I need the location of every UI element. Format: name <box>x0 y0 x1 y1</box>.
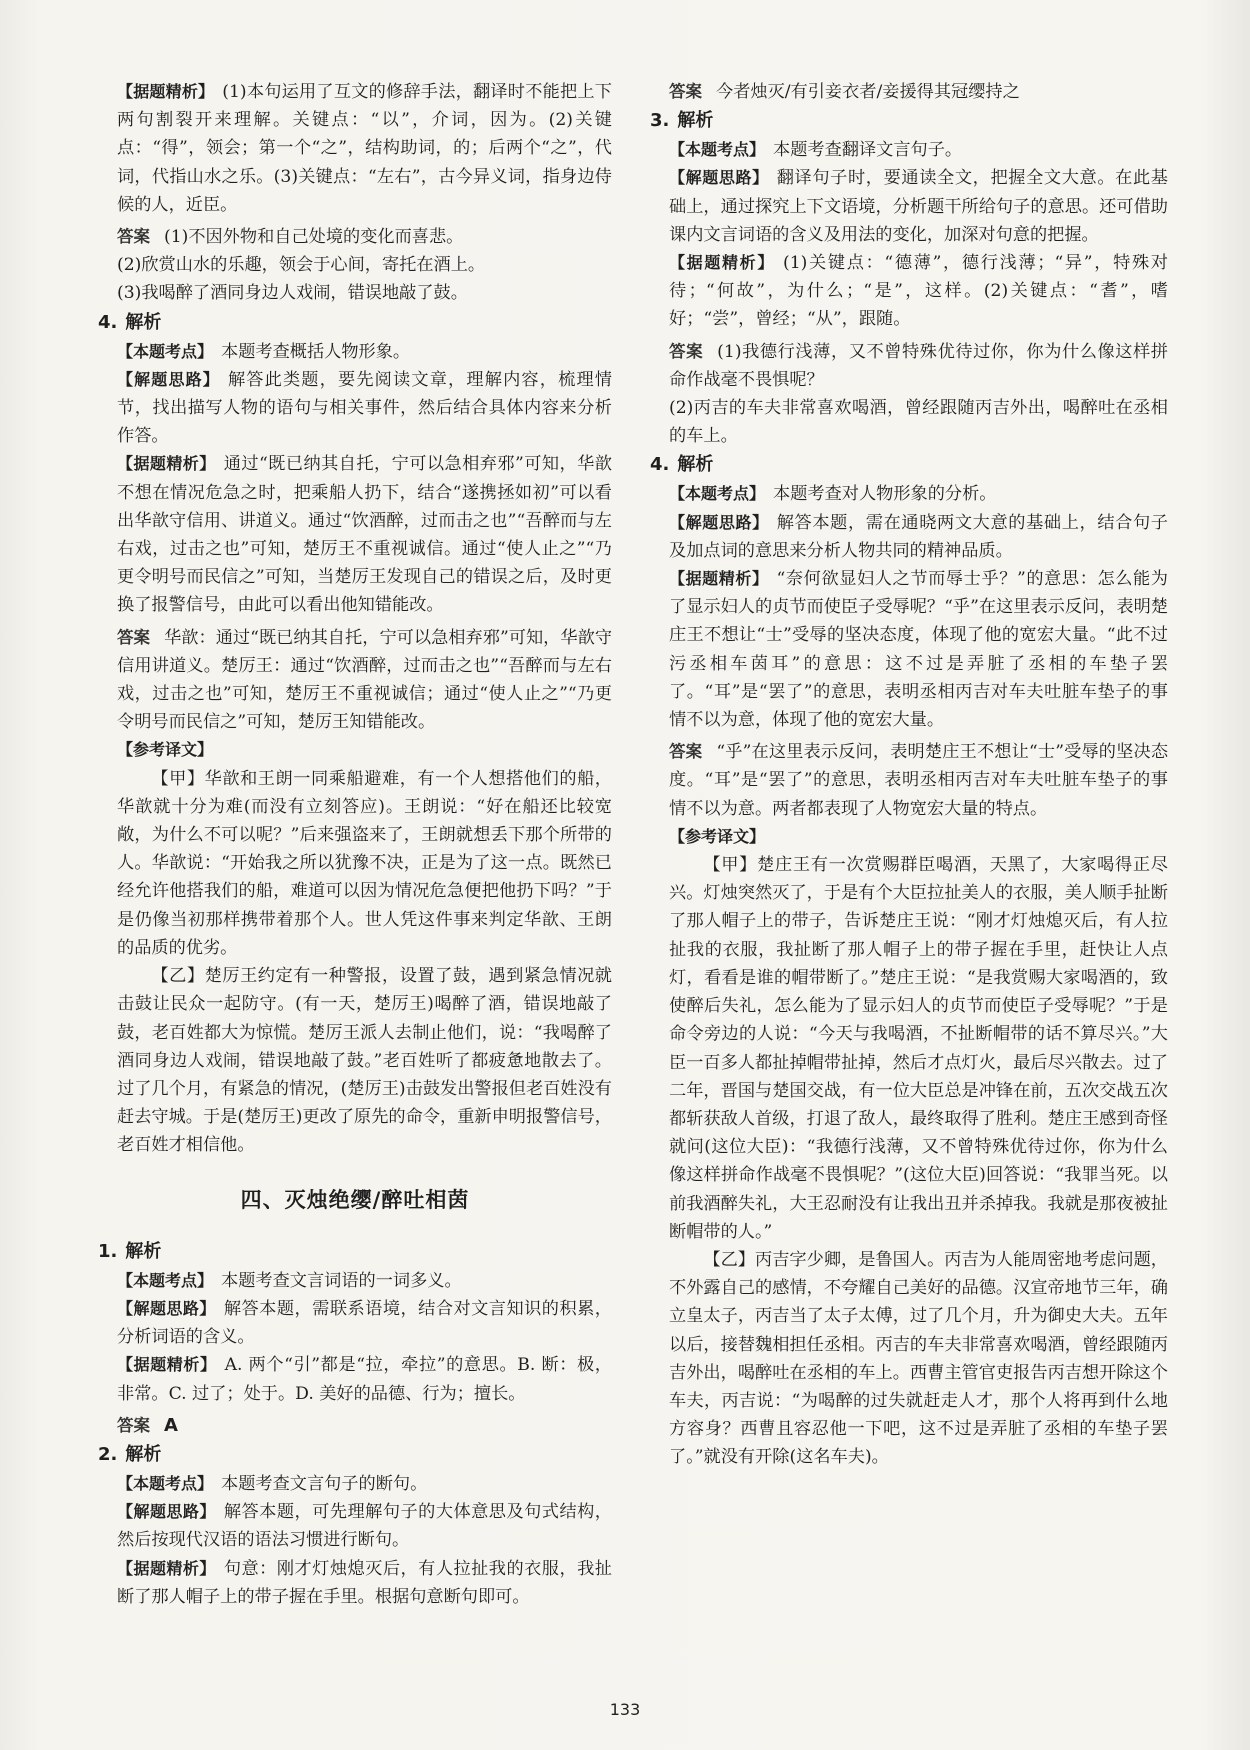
approach-tag: 【解题思路】 <box>117 1298 216 1318</box>
answer-label: 答案 <box>117 627 151 647</box>
question-heading: 4. 解析 <box>650 454 714 476</box>
answer-text: “乎”在这里表示反问，表明楚庄王不想让“士”受辱的坚决态度。“耳”是“罢了”的意思，表明丞相丙吉对车夫吐脏车垫子的事情不以为意。两者都表现了人物宽宏大量的特点。 <box>669 742 1169 819</box>
analysis-text: (1)本句运用了互文的修辞手法，翻译时不能把上下两句割裂开来理解。关键点：“以”，介词，因为。(2)关键点：“得”，领会；第一个“之”，结构助词，的；后两个“之”，代词，代指山水之乐。(3)关键点：“左右”，古今异义词，指身边侍候的人，近臣。 <box>117 82 612 215</box>
analysis-tag: 【据题精析】 <box>117 1558 216 1578</box>
translation-tag: 【参考译文】 <box>669 826 766 846</box>
translation-tag: 【参考译文】 <box>117 740 214 760</box>
answer-label: 答案 <box>669 82 702 101</box>
topic-tag: 【本题考点】 <box>669 140 766 160</box>
left-column <box>98 78 612 1611</box>
analysis-tag: 【据题精析】 <box>117 1355 217 1375</box>
translation-paragraph: 【乙】丙吉字少卿，是鲁国人。丙吉为人能周密地考虑问题，不外露自己的感情，不夸耀自己美好的品德。汉宣帝地节三年，确立皇太子，丙吉当了太子太傅，过了几个月，升为御史大夫。五年以后，接替魏相担任丞相。丙吉的车夫非常喜欢喝酒，曾经跟随丙吉外出，喝醉吐在丞相的车上。西曹主管官吏报告丙吉想开除这个车夫，丙吉说：“为喝醉的过失就赶走人才，那个人将再到什么地方容身？西曹且容忍他一下吧，这不过是弄脏了丞相的车垫子罢了。”就没有开除(这名车夫)。 <box>669 1249 1168 1468</box>
answer-line: (1)我德行浅薄，又不曾特殊优待过你，你为什么像这样拼命作战毫不畏惧呢？ <box>669 341 1168 390</box>
q3-continuation <box>98 78 612 308</box>
answer-line: (3)我喝醉了酒同身边人戏闹，错误地敲了鼓。 <box>117 283 468 304</box>
answer-choice: A <box>164 1414 178 1436</box>
question-3-block: 【本题考点】 本题考查翻译文言句子。 【解题思路】 翻译句子时，要通读全文，把握全文大意。在此基础上，通过探究上下文语境，分析题干所给句子的意思。还可借助课内文言词语的含义及用法的变化，加深对句意的把握。 【据题精析】 (1)关键点：“德薄”，德行浅薄；“异”，特殊对待；“何故”，为什么；“是”，这样。(2)关键点：“耆”，嗜好；“尝”，曾经；“从”，跟随。 答案 (1)我德行浅薄，又不曾特殊优待过你，你为什么像这样拼命作战毫不畏惧呢？ (2)丙吉的车夫非常喜欢喝酒，曾经跟随丙吉外出，喝醉吐在丞相的车上。 <box>650 136 1168 450</box>
question-1-block: 【本题考点】 本题考查文言词语的一词多义。 【解题思路】 解答本题，需联系语境，结合对文言知识的积累，分析词语的含义。 【据题精析】 A. 两个“引”都是“拉，牵拉”的意思。B. 断：极，非常。C. 过了；处于。D. 美好的品德、行为；擅长。 答案 A <box>117 1270 612 1436</box>
right-column <box>650 78 1168 1472</box>
section-title: 四、灭烛绝缨/醉吐相茵 <box>240 1187 470 1212</box>
answer-label: 答案 <box>117 227 150 247</box>
answer-text: 华歆：通过“既已纳其自托，宁可以急相弃邪”可知，华歆守信用讲道义。楚厉王：通过“饮酒醉，过而击之也”“吾醉而与左右戏，过击之也”可知，楚厉王不重视诚信；通过“使人止之”“乃更令明号而民信之”可知，楚厉王知错能改。 <box>117 627 613 733</box>
question-4-block: 【本题考点】 本题考查概括人物形象。 【解题思路】 解答此类题，要先阅读文章，理解内容，梳理情节，找出描写人物的语句与相关事件，然后结合具体内容来分析作答。 【据题精析】 通过“既已纳其自托，宁可以急相弃邪”可知，华歆不想在情况危急之时，把乘船人扔下，结合“遂携拯如初”可以看出华歆守信用、讲道义。通过“饮酒醉，过而击之也”“吾醉而与左右戏，过击之也”可知，楚厉王不重视诚信。通过“使人止之”“乃更令明号而民信之”可知，当楚厉王发现自己的错误之后，及时更换了报警信号，由此可以看出他知错能改。 答案 华歆：通过“既已纳其自托，宁可以急相弃邪”可知，华歆守信用讲道义。楚厉王：通过“饮酒醉，过而击之也”“吾醉而与左右戏，过击之也”可知，楚厉王不重视诚信；通过“使人止之”“乃更令明号而民信之”可知，楚厉王知错能改。 【参考译文】 【甲】华歆和王朗一同乘船避难，有一个人想搭他们的船，华歆就十分为难(而没有立刻答应)。王朗说：“好在船还比较宽敞，为什么不可以呢？”后来强盗来了，王朗就想丢下那个所带的人。华歆说：“开始我之所以犹豫不决，正是为了这一点。既然已经允许他搭我们的船，难道可以因为情况危急便把他扔下吗？”于是仍像当初那样携带着那个人。世人凭这件事来判定华歆、王朗的品质的优劣。 【乙】楚厉王约定有一种警报，设置了鼓，遇到紧急情况就击鼓让民众一起防守。(有一天，楚厉王)喝醉了酒，错误地敲了鼓，老百姓都大为惊慌。楚厉王派人去制止他们，说：“我喝醉了酒同身边人戏闹，错误地敲了鼓。”老百姓听了都疲惫地散去了。过了几个月，有紧急的情况，(楚厉王)击鼓发出警报但老百姓没有赶去守城。于是(楚厉王)更改了原先的命令，重新申明报警信号，老百姓才相信他。 <box>98 338 612 1160</box>
answer-line: (1)不因外物和自己处境的变化而喜悲。 <box>164 227 464 248</box>
page-number: 133 <box>609 1700 641 1719</box>
topic-tag: 【本题考点】 <box>669 484 766 504</box>
approach-tag: 【解题思路】 <box>117 1502 216 1522</box>
question-heading: 4. 解析 <box>98 311 162 333</box>
analysis-tag: 【据题精析】 <box>669 253 775 273</box>
translation-paragraph: 【乙】楚厉王约定有一种警报，设置了鼓，遇到紧急情况就击鼓让民众一起防守。(有一天，楚厉王)喝醉了酒，错误地敲了鼓，老百姓都大为惊慌。楚厉王派人去制止他们，说：“我喝醉了酒同身边人戏闹，错误地敲了鼓。”老百姓听了都疲惫地散去了。过了几个月，有紧急的情况，(楚厉王)击鼓发出警报但老百姓没有赶去守城。于是(楚厉王)更改了原先的命令，重新申明报警信号，老百姓才相信他。 <box>117 966 612 1156</box>
question-2-answer <box>650 78 1168 106</box>
answer-label: 答案 <box>117 1415 150 1435</box>
answer-label: 答案 <box>669 742 703 762</box>
topic-tag: 【本题考点】 <box>117 1473 214 1493</box>
translation-paragraph: 【甲】华歆和王朗一同乘船避难，有一个人想搭他们的船，华歆就十分为难(而没有立刻答应)。王朗说：“好在船还比较宽敞，为什么不可以呢？”后来强盗来了，王朗就想丢下那个所带的人。华歆说：“开始我之所以犹豫不决，正是为了这一点。既然已经允许他搭我们的船，难道可以因为情况危急便把他扔下吗？”于是仍像当初那样携带着那个人。世人凭这件事来判定华歆、王朗的品质的优劣。 <box>117 768 612 958</box>
approach-tag: 【解题思路】 <box>117 369 220 389</box>
analysis-tag: 【据题精析】 <box>117 454 216 474</box>
answer-line: (2)丙吉的车夫非常喜欢喝酒，曾经跟随丙吉外出，喝醉吐在丞相的车上。 <box>669 398 1168 447</box>
topic-tag: 【本题考点】 <box>117 341 214 361</box>
question-heading: 3. 解析 <box>650 110 714 132</box>
answer-label: 答案 <box>669 341 704 361</box>
approach-tag: 【解题思路】 <box>669 168 769 188</box>
answer-line: (2)欣赏山水的乐趣，领会于心间，寄托在酒上。 <box>117 255 486 276</box>
topic-tag: 【本题考点】 <box>117 1270 214 1290</box>
analysis-tag: 【据题精析】 <box>669 569 769 589</box>
approach-tag: 【解题思路】 <box>669 512 769 532</box>
question-4-block: 【本题考点】 本题考查对人物形象的分析。 【解题思路】 解答本题，需在通晓两文大意的基础上，结合句子及加点词的意思来分析人物共同的精神品质。 【据题精析】 “奈何欲显妇人之节而辱士乎？”的意思：怎么能为了显示妇人的贞节而使臣子受辱呢？“乎”在这里表示反问，表明楚庄王不想让“士”受辱的坚决态度，体现了他的宽宏大量。“此不过污丞相车茵耳”的意思：这不过是弄脏了丞相的车垫子罢了。“耳”是“罢了”的意思，表明丞相丙吉对车夫吐脏车垫子的事情不以为意，体现了他的宽宏大量。 答案 “乎”在这里表示反问，表明楚庄王不想让“士”受辱的坚决态度。“耳”是“罢了”的意思，表明丞相丙吉对车夫吐脏车垫子的事情不以为意。两者都表现了人物宽宏大量的特点。 【参考译文】 【甲】楚庄王有一次赏赐群臣喝酒，天黑了，大家喝得正尽兴。灯烛突然灭了，于是有个大臣拉扯美人的衣服，美人顺手扯断了那人帽子上的带子，告诉楚庄王说：“刚才灯烛熄灭后，有人拉扯我的衣服，我扯断了那人帽子上的带子握在手里，赶快让人点灯，看看是谁的帽带断了。”楚庄王说：“是我赏赐大家喝酒的，致使醉后失礼，怎么能为了显示妇人的贞节而使臣子受辱呢？”于是命令旁边的人说：“今天与我喝酒，不扯断帽带的话不算尽兴。”大臣一百多人都扯掉帽带扯掉，然后才点灯火，最后尽兴散去。过了二年，晋国与楚国交战，有一位大臣总是冲锋在前，五次交战五次都斩获敌人首级，打退了敌人，最终取得了胜利。楚庄王感到奇怪就问(这位大臣)：“我德行浅薄，又不曾特殊优待过你，你为什么像这样拼命作战毫不畏惧呢？”(这位大臣)回答说：“我罪当死。以前我酒醉失礼，大王忍耐没有让我出丑并杀掉我。我就是那夜被扯断帽带的人。” 【乙】丙吉字少卿，是鲁国人。丙吉为人能周密地考虑问题，不外露自己的感情，不夸耀自己美好的品德。汉宣帝地节三年，确立皇太子，丙吉当了太子太傅，过了几个月，升为御史大夫。五年以后，接替魏相担任丞相。丙吉的车夫非常喜欢喝酒，曾经跟随丙吉外出，喝醉吐在丞相的车上。西曹主管官吏报告丙吉想开除这个车夫，丙吉说：“为喝醉的过失就赶走人才，那个人将再到什么地方容身？西曹且容忍他一下吧，这不过是弄脏了丞相的车垫子罢了。”就没有开除(这名车夫)。 <box>650 480 1168 1471</box>
question-heading: 2. 解析 <box>98 1443 162 1465</box>
question-heading: 1. 解析 <box>98 1240 162 1262</box>
translation-paragraph: 【甲】楚庄王有一次赏赐群臣喝酒，天黑了，大家喝得正尽兴。灯烛突然灭了，于是有个大臣拉扯美人的衣服，美人顺手扯断了那人帽子上的带子，告诉楚庄王说：“刚才灯烛熄灭后，有人拉扯我的衣服，我扯断了那人帽子上的带子握在手里，赶快让人点灯，看看是谁的帽带断了。”楚庄王说：“是我赏赐大家喝酒的，致使醉后失礼，怎么能为了显示妇人的贞节而使臣子受辱呢？”于是命令旁边的人说：“今天与我喝酒，不扯断帽带的话不算尽兴。”大臣一百多人都扯掉帽带扯掉，然后才点灯火，最后尽兴散去。过了二年，晋国与楚国交战，有一位大臣总是冲锋在前，五次交战五次都斩获敌人首级，打退了敌人，最终取得了胜利。楚庄王感到奇怪就问(这位大臣)：“我德行浅薄，又不曾特殊优待过你，你为什么像这样拼命作战毫不畏惧呢？”(这位大臣)回答说：“我罪当死。以前我酒醉失礼，大王忍耐没有让我出丑并杀掉我。我就是那夜被扯断帽带的人。” <box>669 855 1168 1242</box>
answer-text: 今者烛灭/有引妾衣者/妾援得其冠缨持之 <box>716 82 1020 102</box>
analysis-tag: 【据题精析】 <box>117 82 215 101</box>
question-2-block: 【本题考点】 本题考查文言句子的断句。 【解题思路】 解答本题，可先理解句子的大体意思及句式结构，然后按现代汉语的语法习惯进行断句。 【据题精析】 句意：刚才灯烛熄灭后，有人拉扯我的衣服，我扯断了那人帽子上的带子握在手里。根据句意断句即可。 <box>117 1473 612 1607</box>
